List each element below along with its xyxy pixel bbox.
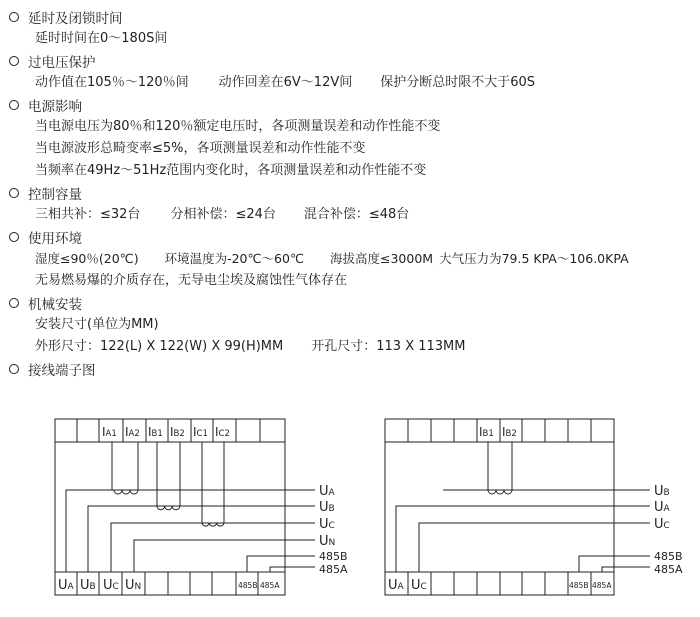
line-label-ua: UA — [654, 500, 670, 515]
terminal-label-ib2: IB2 — [502, 425, 517, 439]
section-title: 过电压保护 — [28, 55, 96, 71]
spec-line: 动作值在105％～120％间 动作回差在6V～12V间 保护分断总时限不大于60S — [35, 75, 536, 90]
line-label-ub: UB — [654, 484, 670, 499]
terminal-label-ib1: IB1 — [479, 425, 494, 439]
terminal-label-485b: 485B — [569, 581, 589, 590]
left-wiring — [66, 442, 315, 572]
terminal-label-uc: UC — [411, 578, 427, 593]
line-label-uc: UC — [654, 517, 670, 532]
terminal-label-ib1: IB1 — [148, 425, 163, 439]
spec-line: 无易燃易爆的介质存在，无导电尘埃及腐蚀性气体存在 — [35, 273, 348, 288]
terminal-label-un: UN — [125, 578, 142, 593]
terminal-label-485b: 485B — [238, 581, 258, 590]
line-label-un: UN — [319, 534, 336, 549]
spec-line: 延时时间在0～180S间 — [35, 31, 168, 46]
section-title: 机械安装 — [28, 297, 82, 313]
spec-line: 当频率在49Hz～51Hz范围内变化时，各项测量误差和动作性能不变 — [35, 163, 427, 178]
spec-line: 外形尺寸：122(L) X 122(W) X 99(H)MM 开孔尺寸：113 X 113MM — [35, 339, 466, 354]
line-label-ua: UA — [319, 484, 335, 499]
left-terminal-block — [55, 419, 285, 595]
terminal-label-ub: UB — [80, 578, 96, 593]
section-title: 控制容量 — [28, 187, 82, 203]
terminal-label-485a: 485A — [260, 581, 280, 590]
section-title: 电源影响 — [28, 99, 82, 115]
section-title: 接线端子图 — [28, 363, 96, 379]
line-label-485a: 485A — [654, 563, 683, 576]
right-wiring — [396, 442, 650, 572]
line-label-ub: UB — [319, 500, 335, 515]
spec-line: 当电源波形总畸变率≤5%，各项测量误差和动作性能不变 — [35, 141, 366, 156]
terminal-label-ia2: IA2 — [125, 425, 140, 439]
section-title: 延时及闭锁时间 — [28, 11, 123, 27]
left-diagram-labels — [58, 425, 348, 593]
line-label-485b: 485B — [654, 550, 683, 563]
spec-line: 当电源电压为80％和120％额定电压时，各项测量误差和动作性能不变 — [35, 119, 441, 134]
terminal-label-ic1: IC1 — [193, 425, 208, 439]
spec-line: 安装尺寸(单位为MM) — [35, 317, 159, 332]
section-title: 使用环境 — [28, 231, 82, 247]
spec-line: 湿度≤90％(20℃) 环境温度为-20℃～60℃ 海拔高度≤3000M 大气压力为79.5 KPA～106.0KPA — [35, 251, 629, 266]
terminal-label-485a: 485A — [592, 581, 612, 590]
line-label-485a: 485A — [319, 563, 348, 576]
terminal-label-ua: UA — [58, 578, 74, 593]
terminal-label-ia1: IA1 — [102, 425, 117, 439]
terminal-label-ua: UA — [388, 578, 404, 593]
line-label-485b: 485B — [319, 550, 348, 563]
terminal-label-ic2: IC2 — [215, 425, 230, 439]
line-label-uc: UC — [319, 517, 335, 532]
terminal-label-ib2: IB2 — [170, 425, 185, 439]
spec-line: 三相共补：≤32台 分相补偿：≤24台 混合补偿：≤48台 — [35, 207, 410, 222]
right-diagram-labels — [388, 425, 683, 593]
terminal-label-uc: UC — [103, 578, 119, 593]
